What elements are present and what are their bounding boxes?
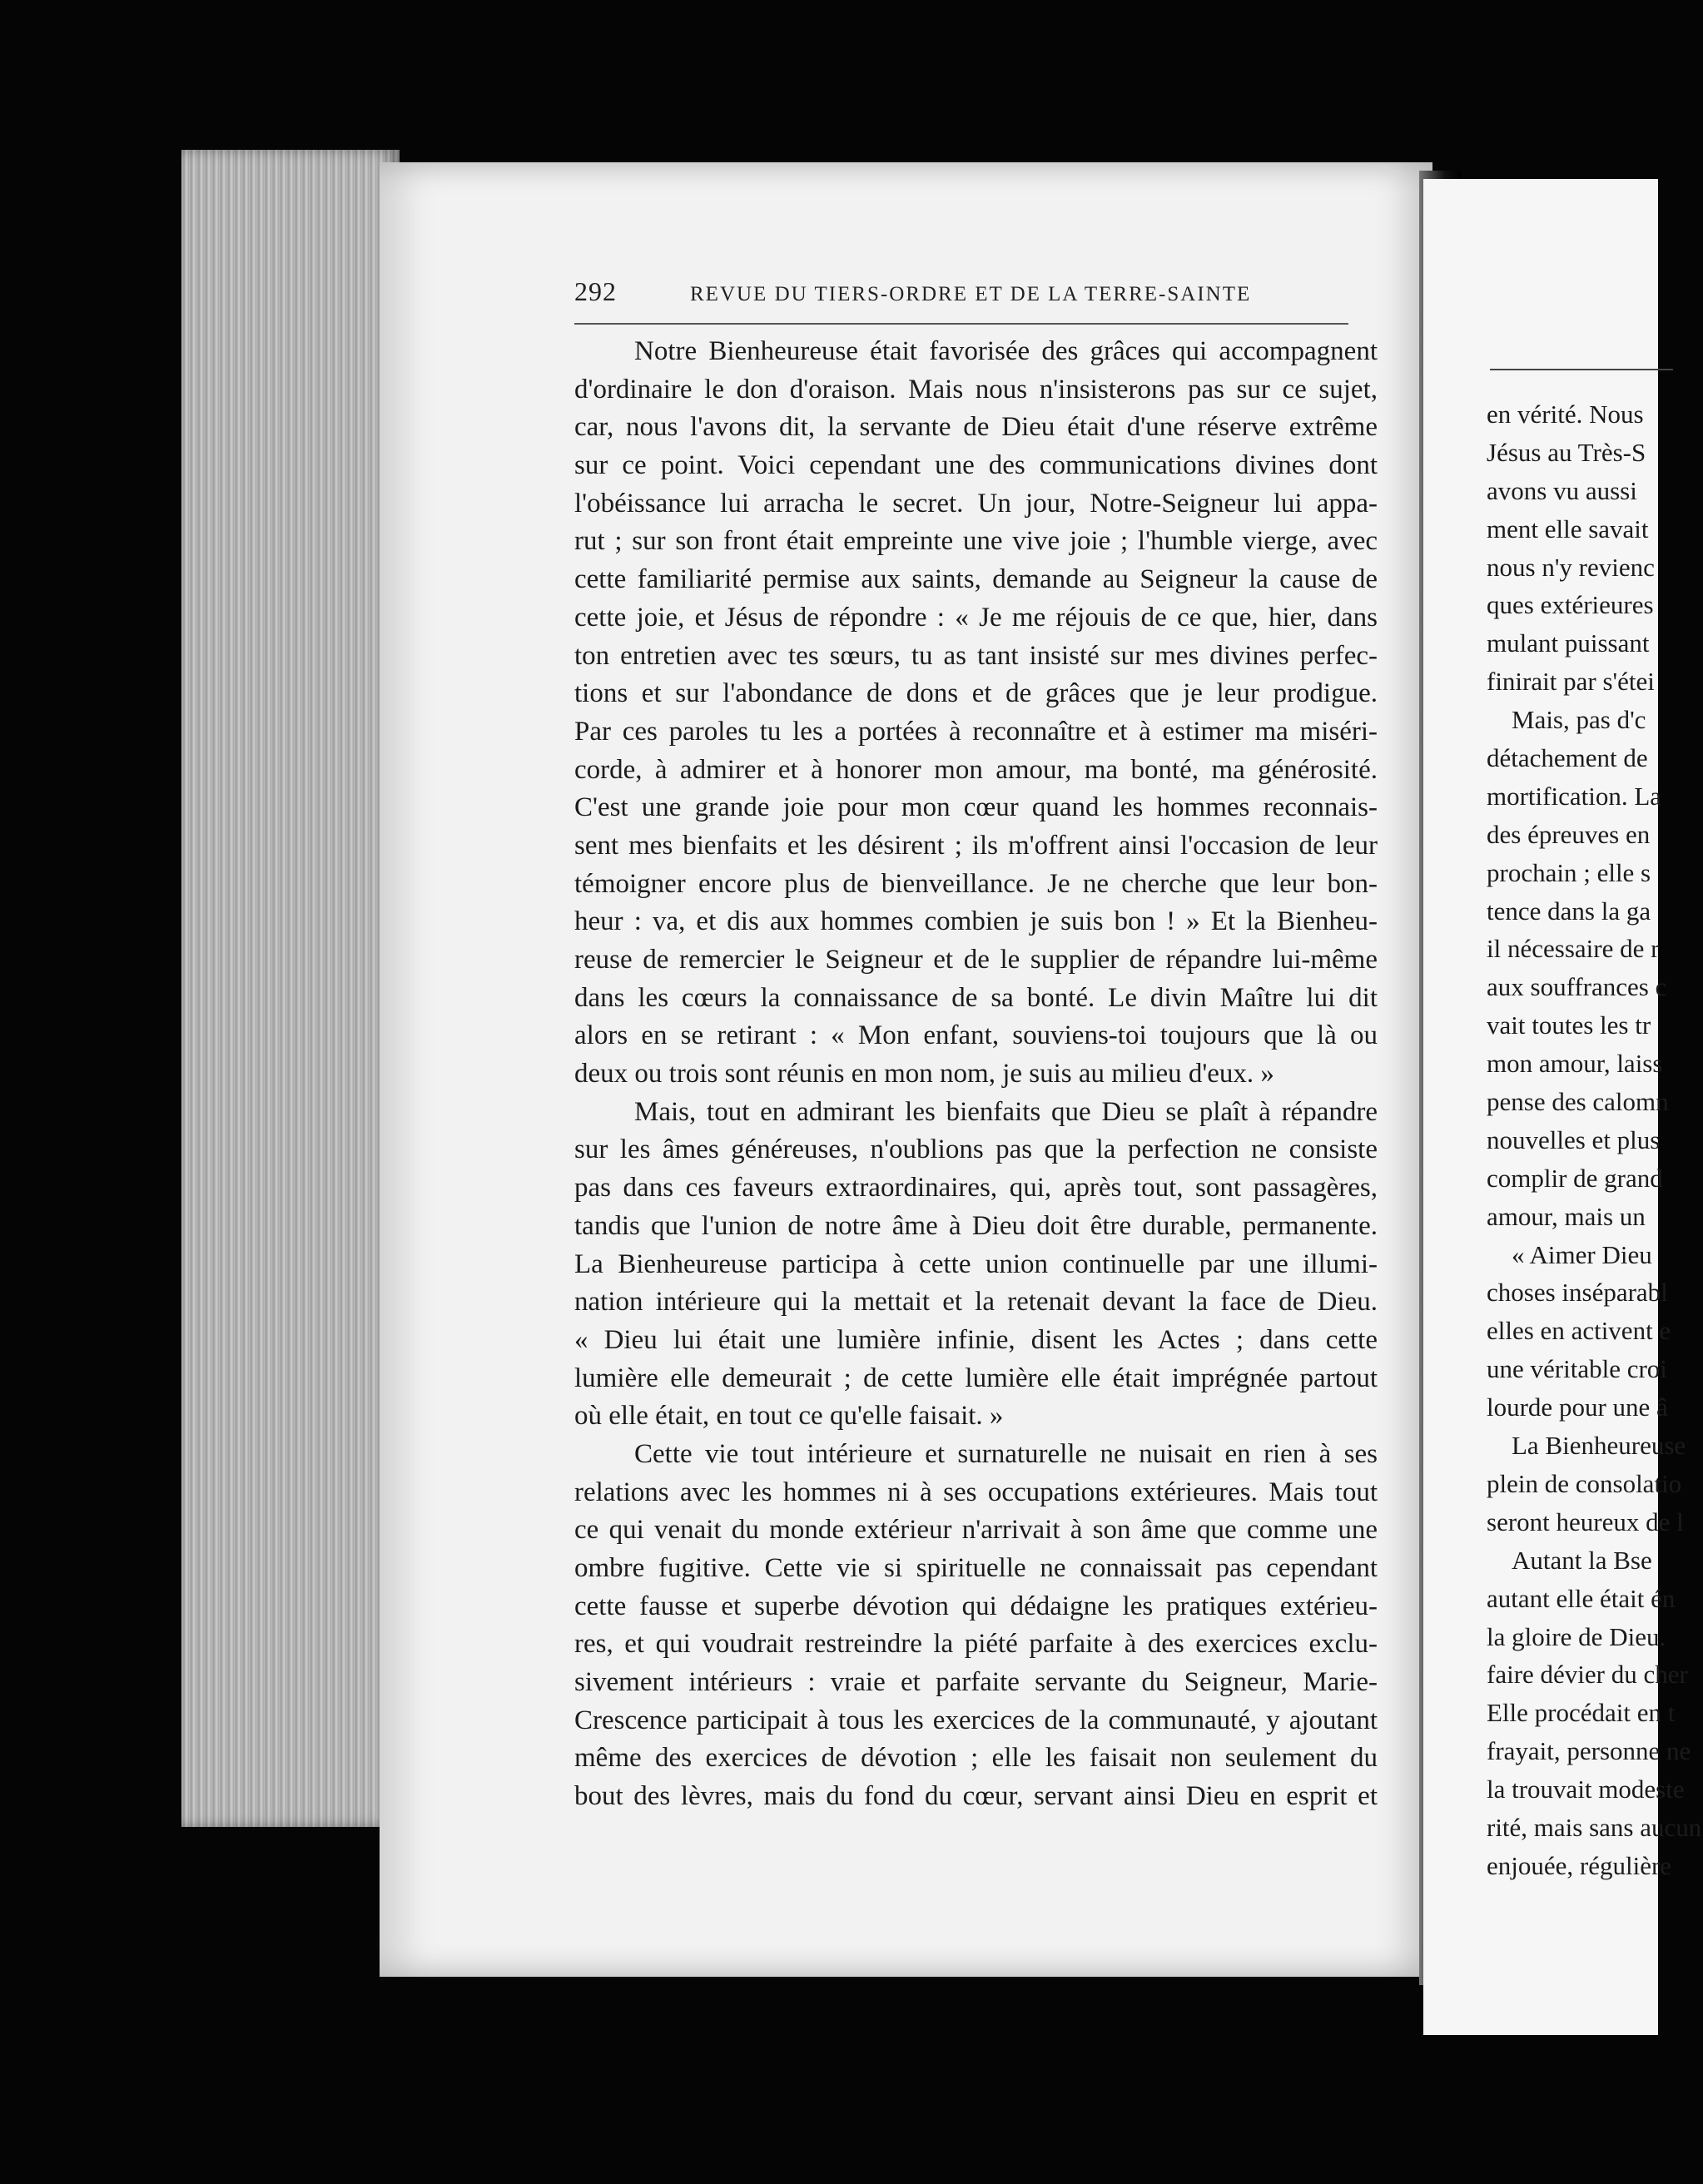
right-text-line: nouvelles et plus xyxy=(1487,1124,1661,1154)
left-text-line: cette familiarité permise aux saints, demande au Seigneur la cause de xyxy=(574,564,1378,595)
right-text-line: Elle procédait en t xyxy=(1487,1698,1676,1728)
left-text-line: nation intérieure qui la mettait et la retenait devant la face de Dieu. xyxy=(574,1287,1378,1318)
page-header xyxy=(574,276,1348,316)
right-page-body xyxy=(1487,395,1703,1885)
left-text-line: Mais, tout en admirant les bienfaits que Dieu se plaît à répandre xyxy=(634,1096,1378,1127)
right-text-line: détachement de xyxy=(1487,743,1648,773)
right-text-line: mortification. La xyxy=(1487,781,1662,811)
left-text-line: reuse de remercier le Seigneur et de le supplier de répandre lui-même xyxy=(574,945,1378,975)
right-text-line: mulant puissant xyxy=(1487,628,1650,658)
right-text-line: nous n'y revienc xyxy=(1487,552,1655,582)
right-text-line: vait toutes les tr xyxy=(1487,1010,1651,1040)
right-text-line: frayait, personne ne xyxy=(1487,1736,1691,1766)
left-text-line: ombre fugitive. Cette vie si spirituelle ne connaissait pas cependant xyxy=(574,1553,1378,1583)
right-text-line: faire dévier du cher xyxy=(1487,1660,1688,1690)
left-text-line: d'ordinaire le don d'oraison. Mais nous n'insisterons pas sur ce sujet, xyxy=(574,374,1378,405)
left-text-line: La Bienheureuse participa à cette union continuelle par une illumi- xyxy=(574,1248,1378,1279)
right-text-line: prochain ; elle s xyxy=(1487,857,1651,887)
left-text-line: tandis que l'union de notre âme à Dieu doit être durable, permanente. xyxy=(574,1210,1378,1241)
right-text-line: une véritable croi xyxy=(1487,1354,1667,1384)
left-text-line: car, nous l'avons dit, la servante de Dieu était d'une réserve extrême xyxy=(574,412,1378,443)
right-text-line: tence dans la ga xyxy=(1487,896,1651,926)
left-text-line: ton entretien avec tes sœurs, tu as tant insisté sur mes divines perfec- xyxy=(574,640,1378,671)
left-text-line: Cette vie tout intérieure et surnaturelle ne nuisait en rien à ses xyxy=(634,1438,1378,1469)
left-text-line: tions et sur l'abondance de dons et de grâces que je leur prodigue. xyxy=(574,678,1378,709)
right-text-line: ment elle savait xyxy=(1487,514,1649,544)
left-text-line: relations avec les hommes ni à ses occupations extérieures. Mais tout xyxy=(574,1477,1378,1507)
right-text-line: il nécessaire de r xyxy=(1487,934,1660,964)
left-text-line: rut ; sur son front était empreinte une vive joie ; l'humble vierge, avec xyxy=(574,526,1378,557)
right-text-line: la trouvait modeste xyxy=(1487,1774,1685,1804)
left-text-line: alors en se retirant : « Mon enfant, souviens-toi toujours que là ou xyxy=(574,1020,1378,1051)
header-rule xyxy=(574,323,1348,325)
left-text-line: lumière elle demeurait ; de cette lumière elle était imprégnée partout xyxy=(574,1363,1378,1393)
left-text-line: « Dieu lui était une lumière infinie, disent les Actes ; dans cette xyxy=(574,1324,1378,1355)
running-title: REVUE DU TIERS-ORDRE ET DE LA TERRE-SAINTE xyxy=(690,283,1252,305)
left-text-line: corde, à admirer et à honorer mon amour, ma bonté, ma générosité. xyxy=(574,754,1378,785)
left-text-line: ce qui venait du monde extérieur n'arrivait à son âme que comme une xyxy=(574,1515,1378,1546)
right-text-line: Mais, pas d'c xyxy=(1512,705,1646,735)
left-text-line: Par ces paroles tu les a portées à reconnaître et à estimer ma miséri- xyxy=(574,716,1378,747)
left-text-line: même des exercices de dévotion ; elle les faisait non seulement du xyxy=(574,1743,1378,1774)
left-text-line: Crescence participait à tous les exercices de la communauté, y ajoutant xyxy=(574,1705,1378,1735)
left-text-line: C'est une grande joie pour mon cœur quand les hommes reconnais- xyxy=(574,792,1378,823)
right-text-line: avons vu aussi xyxy=(1487,475,1637,505)
right-text-line: en vérité. Nous xyxy=(1487,400,1644,429)
left-text-line: l'obéissance lui arracha le secret. Un jour, Notre-Seigneur lui appa- xyxy=(574,488,1378,519)
right-text-line: ques extérieures xyxy=(1487,590,1654,620)
right-text-line: seront heureux de l xyxy=(1487,1506,1684,1536)
left-text-line: sur les âmes généreuses, n'oublions pas que la perfection ne consiste xyxy=(574,1134,1378,1165)
right-text-line: choses inséparabl xyxy=(1487,1278,1668,1308)
left-text-line: sur ce point. Voici cependant une des communications divines dont xyxy=(574,450,1378,481)
left-text-line: témoigner encore plus de bienveillance. Je ne cherche que leur bon- xyxy=(574,868,1378,899)
left-page-body xyxy=(574,333,1382,1816)
right-text-line: pense des calomn xyxy=(1487,1087,1669,1117)
left-text-line: heur : va, et dis aux hommes combien je suis bon ! » Et la Bienheu- xyxy=(574,906,1378,937)
left-text-line: deux ou trois sont réunis en mon nom, je suis au milieu d'eux. » xyxy=(574,1059,1274,1090)
left-text-line: dans les cœurs la connaissance de sa bonté. Le divin Maître lui dit xyxy=(574,982,1378,1013)
right-text-line: lourde pour une â xyxy=(1487,1392,1668,1422)
page-edges xyxy=(181,150,400,1827)
right-text-line: Autant la Bse xyxy=(1512,1545,1652,1575)
right-text-line: finirait par s'étei xyxy=(1487,667,1655,697)
right-text-line: la gloire de Dieu. xyxy=(1487,1621,1666,1651)
right-text-line: elles en activent e xyxy=(1487,1316,1671,1346)
right-text-line: autant elle était én xyxy=(1487,1583,1676,1613)
right-text-line: enjouée, régulière xyxy=(1487,1850,1672,1880)
right-page xyxy=(1423,179,1702,2035)
left-text-line: sent mes bienfaits et les désirent ; ils m'offrent ainsi l'occasion de leur xyxy=(574,830,1378,861)
right-text-line: mon amour, laiss xyxy=(1487,1049,1663,1079)
left-text-line: où elle était, en tout ce qu'elle faisait. » xyxy=(574,1401,1004,1432)
right-text-line: plein de consolatio xyxy=(1487,1468,1682,1498)
right-text-line: des épreuves en xyxy=(1487,819,1651,849)
right-text-line: aux souffrances c xyxy=(1487,972,1667,1002)
left-text-line: Notre Bienheureuse était favorisée des grâces qui accompagnent xyxy=(634,336,1378,366)
right-text-line: complir de grand xyxy=(1487,1163,1663,1193)
right-header-rule xyxy=(1490,369,1673,370)
left-text-line: cette fausse et superbe dévotion qui dédaigne les pratiques extérieu- xyxy=(574,1591,1378,1621)
right-text-line: Jésus au Très-S xyxy=(1487,437,1646,467)
right-text-line: La Bienheureuse xyxy=(1512,1431,1686,1461)
left-text-line: cette joie, et Jésus de répondre : « Je me réjouis de ce que, hier, dans xyxy=(574,602,1378,633)
left-text-line: res, et qui voudrait restreindre la piété parfaite à des exercices exclu- xyxy=(574,1629,1378,1660)
left-text-line: bout des lèvres, mais du fond du cœur, servant ainsi Dieu en esprit et xyxy=(574,1781,1378,1812)
left-text-line: sivement intérieurs : vraie et parfaite servante du Seigneur, Marie- xyxy=(574,1667,1378,1698)
page-number: 292 xyxy=(574,276,617,306)
left-text-line: pas dans ces faveurs extraordinaires, qui, après tout, sont passagères, xyxy=(574,1173,1378,1204)
right-text-line: rité, mais sans aucun xyxy=(1487,1812,1702,1842)
right-text-line: amour, mais un xyxy=(1487,1201,1646,1231)
right-text-line: « Aimer Dieu xyxy=(1512,1239,1652,1269)
